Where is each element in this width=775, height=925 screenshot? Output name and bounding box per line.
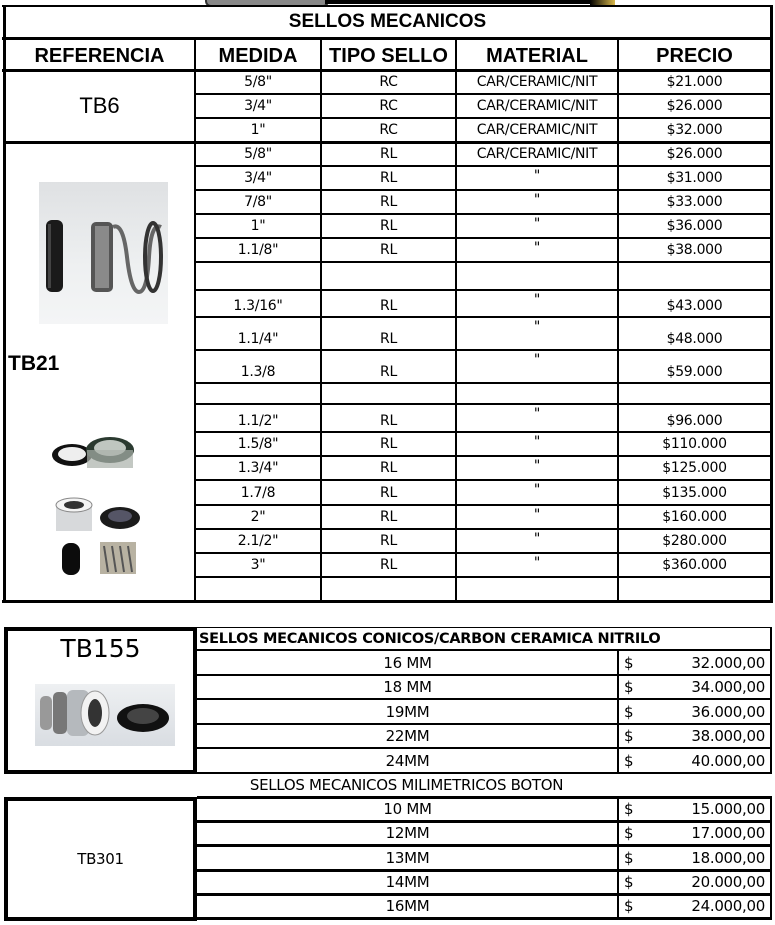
table-cell-tipo: RL xyxy=(380,146,397,162)
table-cell-medida: 5/8" xyxy=(244,146,272,162)
table-cell-medida: 1" xyxy=(250,218,266,234)
reference-tb155: TB155 xyxy=(60,633,141,663)
grid-line xyxy=(195,165,771,167)
grid-line xyxy=(195,552,771,554)
table-cell-precio: $38.000 xyxy=(666,242,723,258)
table-cell-tipo: RC xyxy=(379,98,398,114)
grid-line xyxy=(195,117,771,119)
grid-line xyxy=(197,869,772,872)
table-cell-medida: 2.1/2" xyxy=(237,533,279,549)
grid-line xyxy=(3,6,6,602)
table-cell-medida: 3/4" xyxy=(244,98,272,114)
top-decoration-bar xyxy=(325,0,600,4)
grid-line xyxy=(195,431,771,433)
tb155-currency: $ xyxy=(624,702,634,721)
tb155-title: SELLOS MECANICOS CONICOS/CARBON CERAMICA NITRILO xyxy=(199,630,661,647)
table-cell-tipo: RL xyxy=(380,557,397,573)
grid-line xyxy=(197,674,772,676)
table-cell-tipo: RL xyxy=(380,484,397,501)
grid-line xyxy=(197,820,772,823)
table-cell-material: " xyxy=(533,352,541,368)
table-cell-medida: 1.5/8" xyxy=(237,436,279,452)
table-cell-medida: 3" xyxy=(250,557,266,573)
tb301-price: 24.000,00 xyxy=(691,897,765,915)
table-cell-tipo: RC xyxy=(379,122,398,138)
table-cell-medida: 1.7/8 xyxy=(240,484,276,501)
reference-tb301: TB301 xyxy=(77,850,124,868)
tb301-currency: $ xyxy=(624,873,634,891)
grid-line xyxy=(195,576,771,578)
table-cell-material: " xyxy=(533,168,541,184)
grid-line xyxy=(195,403,771,405)
table-cell-tipo: RL xyxy=(380,509,397,525)
table-cell-precio: $125.000 xyxy=(662,460,727,476)
grid-line xyxy=(2,600,773,603)
table-cell-material: CAR/CERAMIC/NIT xyxy=(476,146,598,162)
table-cell-material xyxy=(456,262,618,290)
tb301-price: 18.000,00 xyxy=(691,848,765,867)
table-cell-precio: $48.000 xyxy=(666,331,723,347)
table-cell-tipo: RL xyxy=(380,364,397,380)
column-header: MATERIAL xyxy=(486,44,588,67)
tb301-section-title: SELLOS MECANICOS MILIMETRICOS BOTON xyxy=(249,776,564,794)
column-header: MEDIDA xyxy=(218,44,298,67)
column-header: PRECIO xyxy=(656,44,733,67)
table-cell-tipo: RL xyxy=(380,331,397,347)
table-cell-medida: 7/8" xyxy=(244,194,272,210)
table-cell-material: CAR/CERAMIC/NIT xyxy=(476,98,598,114)
grid-line xyxy=(195,316,771,318)
table-cell-precio: $26.000 xyxy=(666,146,723,162)
grid-line xyxy=(197,796,772,799)
table-cell-material: " xyxy=(533,434,541,450)
tb155-medida: 18 MM xyxy=(383,678,432,696)
conical-seal-photo xyxy=(35,684,175,746)
grid-line xyxy=(197,698,772,700)
grid-line xyxy=(195,189,771,191)
table-cell-medida xyxy=(195,577,321,601)
table-cell-material: " xyxy=(533,319,541,335)
table-cell-precio: $36.000 xyxy=(666,218,723,234)
table-cell-precio: $160.000 xyxy=(662,509,727,525)
table-cell-precio xyxy=(618,262,771,290)
tb301-currency: $ xyxy=(624,897,634,915)
grid-line xyxy=(195,528,771,530)
table-cell-medida: 2" xyxy=(250,509,266,525)
table-cell-precio: $360.000 xyxy=(662,557,727,573)
tb301-price: 17.000,00 xyxy=(691,824,765,842)
grid-line xyxy=(197,747,772,749)
table-cell-medida: 1.3/8 xyxy=(240,364,276,380)
grid-line xyxy=(770,797,772,919)
tb301-medida: 13MM xyxy=(385,848,430,867)
tb155-price: 36.000,00 xyxy=(691,702,765,721)
grid-line xyxy=(197,844,772,847)
table-cell-precio xyxy=(618,383,771,404)
grid-line xyxy=(770,6,773,602)
tb155-currency: $ xyxy=(624,653,634,672)
grid-line xyxy=(197,649,772,651)
grid-line xyxy=(195,93,771,95)
tb155-price: 40.000,00 xyxy=(691,751,765,770)
grid-line xyxy=(2,5,773,7)
tb155-medida: 22MM xyxy=(385,727,430,745)
table-cell-tipo: RL xyxy=(380,218,397,234)
table-cell-tipo: RL xyxy=(380,194,397,210)
tb155-medida: 16 MM xyxy=(383,653,432,672)
table-cell-tipo: RL xyxy=(380,298,397,314)
table-cell-medida: 5/8" xyxy=(244,74,272,90)
table-cell-material: " xyxy=(533,406,541,422)
grid-line xyxy=(4,141,771,144)
table-cell-material xyxy=(456,577,618,601)
tb301-currency: $ xyxy=(624,824,634,842)
table-cell-material xyxy=(456,383,618,404)
table-cell-material: CAR/CERAMIC/NIT xyxy=(476,122,598,138)
table-cell-material: " xyxy=(533,192,541,208)
grid-line xyxy=(2,69,773,72)
column-header: REFERENCIA xyxy=(34,44,165,67)
table-cell-tipo: RL xyxy=(380,460,397,476)
table-cell-medida: 3/4" xyxy=(244,170,272,186)
table-cell-precio: $21.000 xyxy=(666,74,723,90)
table-cell-precio: $32.000 xyxy=(666,122,723,138)
grid-line xyxy=(197,627,772,628)
table-cell-tipo: RL xyxy=(380,533,397,549)
table-cell-medida: 1.3/4" xyxy=(237,460,279,476)
column-header: TIPO SELLO xyxy=(329,44,448,67)
tb301-currency: $ xyxy=(624,800,634,818)
tb301-medida: 14MM xyxy=(385,873,430,891)
grid-line xyxy=(2,37,773,40)
grid-line xyxy=(195,237,771,239)
table-cell-precio: $33.000 xyxy=(666,194,723,210)
table-cell-precio: $280.000 xyxy=(662,533,727,549)
table-cell-material: " xyxy=(533,216,541,232)
tb155-currency: $ xyxy=(624,751,634,770)
table-cell-tipo xyxy=(321,262,456,290)
grid-line xyxy=(195,349,771,351)
table-cell-tipo: RC xyxy=(379,74,398,90)
table-cell-precio xyxy=(618,577,771,601)
reference-tb21: TB21 xyxy=(8,352,60,375)
grid-line xyxy=(617,797,619,919)
table-cell-precio: $26.000 xyxy=(666,98,723,114)
table-cell-material: " xyxy=(533,292,541,308)
table-cell-material: " xyxy=(533,482,541,498)
tb155-price: 38.000,00 xyxy=(691,727,765,745)
table-cell-precio: $31.000 xyxy=(666,170,723,186)
mechanical-seal-spring-photo xyxy=(39,182,168,324)
tb155-currency: $ xyxy=(624,727,634,745)
grid-line xyxy=(195,504,771,506)
table-cell-tipo xyxy=(321,577,456,601)
tb155-medida: 19MM xyxy=(385,702,430,721)
tb301-price: 15.000,00 xyxy=(691,800,765,818)
grid-line xyxy=(197,917,772,920)
table-cell-medida xyxy=(195,262,321,290)
table-cell-tipo: RL xyxy=(380,436,397,452)
grid-line xyxy=(617,38,619,602)
grid-line xyxy=(195,261,771,263)
table-cell-material: " xyxy=(533,531,541,547)
tb301-price: 20.000,00 xyxy=(691,873,765,891)
reference-tb6: TB6 xyxy=(79,93,120,118)
grid-line xyxy=(320,38,322,602)
tb301-medida: 12MM xyxy=(385,824,430,842)
table-cell-medida: 1.3/16" xyxy=(233,298,283,314)
grid-line xyxy=(194,38,196,602)
grid-line xyxy=(197,723,772,725)
table-cell-tipo: RL xyxy=(380,413,397,429)
grid-line xyxy=(770,627,772,773)
table-cell-material: " xyxy=(533,507,541,523)
tb155-medida: 24MM xyxy=(385,751,430,770)
tb301-medida: 16MM xyxy=(385,897,430,915)
table-cell-material: " xyxy=(533,458,541,474)
table-cell-medida: 1.1/2" xyxy=(237,413,279,429)
grid-line xyxy=(195,213,771,215)
tb301-currency: $ xyxy=(624,848,634,867)
grid-line xyxy=(197,893,772,896)
table-cell-material: " xyxy=(533,555,541,571)
tb301-medida: 10 MM xyxy=(383,800,432,818)
grid-line xyxy=(455,38,457,602)
tb155-currency: $ xyxy=(624,678,634,696)
mechanical-seal-parts-photo xyxy=(42,428,142,583)
grid-line xyxy=(617,650,619,773)
main-table-title: SELLOS MECANICOS xyxy=(288,11,487,32)
grid-line xyxy=(195,479,771,481)
table-cell-precio: $96.000 xyxy=(666,413,723,429)
table-cell-precio: $43.000 xyxy=(666,298,723,314)
grid-line xyxy=(195,289,771,291)
grid-line xyxy=(195,382,771,384)
table-cell-tipo: RL xyxy=(380,242,397,258)
grid-line xyxy=(195,455,771,457)
table-cell-tipo xyxy=(321,383,456,404)
table-cell-material: " xyxy=(533,240,541,256)
table-cell-tipo: RL xyxy=(380,170,397,186)
table-cell-medida: 1.1/4" xyxy=(237,331,279,347)
table-cell-precio: $110.000 xyxy=(662,436,727,452)
table-cell-material: CAR/CERAMIC/NIT xyxy=(476,74,598,90)
tb155-price: 32.000,00 xyxy=(691,653,765,672)
table-cell-precio: $59.000 xyxy=(666,364,723,380)
table-cell-medida: 1.1/8" xyxy=(237,242,279,258)
table-cell-medida: 1" xyxy=(250,122,266,138)
table-cell-medida xyxy=(195,383,321,404)
table-cell-precio: $135.000 xyxy=(662,484,727,501)
tb155-price: 34.000,00 xyxy=(691,678,765,696)
